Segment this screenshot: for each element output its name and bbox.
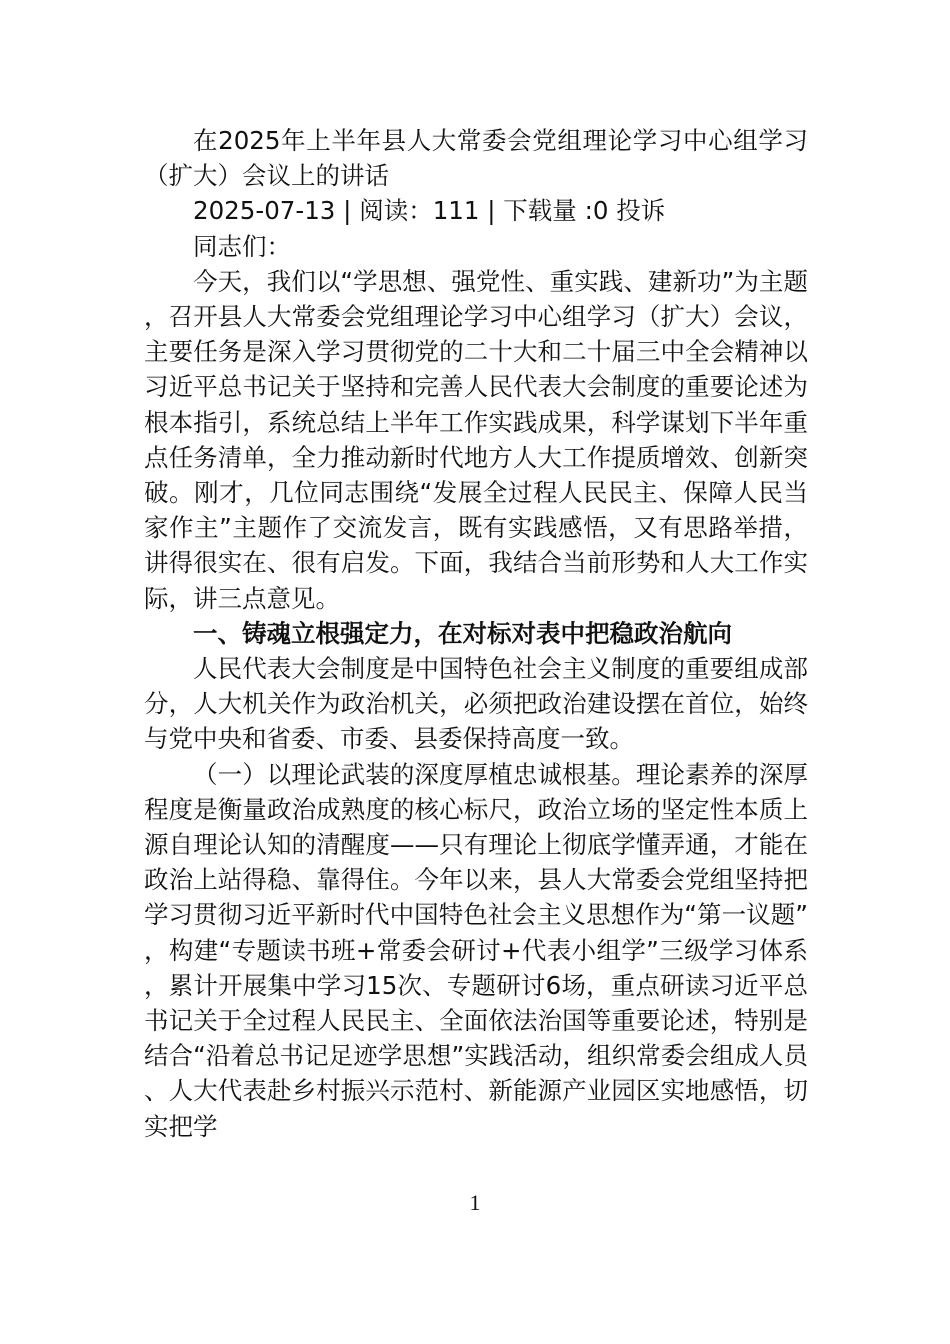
greeting: 同志们：: [193, 231, 291, 261]
page-number: 1: [469, 1190, 481, 1215]
body-paragraph: 人民代表大会制度是中国特色社会主义制度的重要组成部分，人大机关作为政治机关，必须把政治建设摆在首位，始终与党中央和省委、市委、县委保持高度一致。: [144, 654, 808, 754]
body-paragraph: （一）以理论武装的深度厚植忠诚根基。理论素养的深厚程度是衡量政治成熟度的核心标尺，政治立场的坚定性本质上源自理论认知的清醒度——只有理论上彻底学懂弄通，才能在政治上站得稳、靠得住。今年以来，县人大常委会党组坚持把学习贯彻习近平新时代中国特色社会主义思想作为“第一议题”，构建“专题读书班+常委会研讨+代表小组学”三级学习体系，累计开展集中学习15次、专题研讨6场，重点研读习近平总书记关于全过程人民民主、全面依法治国等重要论述，特别是结合“沿着总书记足迹学思想”实践活动，组织常委会组成人员、人大代表赴乡村振兴示范村、新能源产业园区实地感悟，切实把学: [144, 759, 808, 1141]
body-paragraph: 今天，我们以“学思想、强党性、重实践、建新功”为主题，召开县人大常委会党组理论学习中心组学习（扩大）会议，主要任务是深入学习贯彻党的二十大和二十届三中全会精神以习近平总书记关于坚持和完善人民代表大会制度的重要论述为根本指引，系统总结上半年工作实践成果，科学谋划下半年重点任务清单，全力推动新时代地方人大工作提质增效、创新突破。刚才，几位同志围绕“发展全过程人民民主、保障人民当家作主”主题作了交流发言，既有实践感悟，又有思路举措，讲得很实在、很有启发。下面，我结合当前形势和人大工作实际，讲三点意见。: [144, 266, 808, 613]
section-heading: 一、铸魂立根强定力，在对标对表中把稳政治航向: [193, 618, 732, 648]
document-meta-line: 2025-07-13 | 阅读：111 | 下载量 :0 投诉: [193, 196, 666, 226]
document-body: [144, 123, 808, 1144]
document-title: 在2025年上半年县人大常委会党组理论学习中心组学习（扩大）会议上的讲话: [144, 126, 808, 191]
